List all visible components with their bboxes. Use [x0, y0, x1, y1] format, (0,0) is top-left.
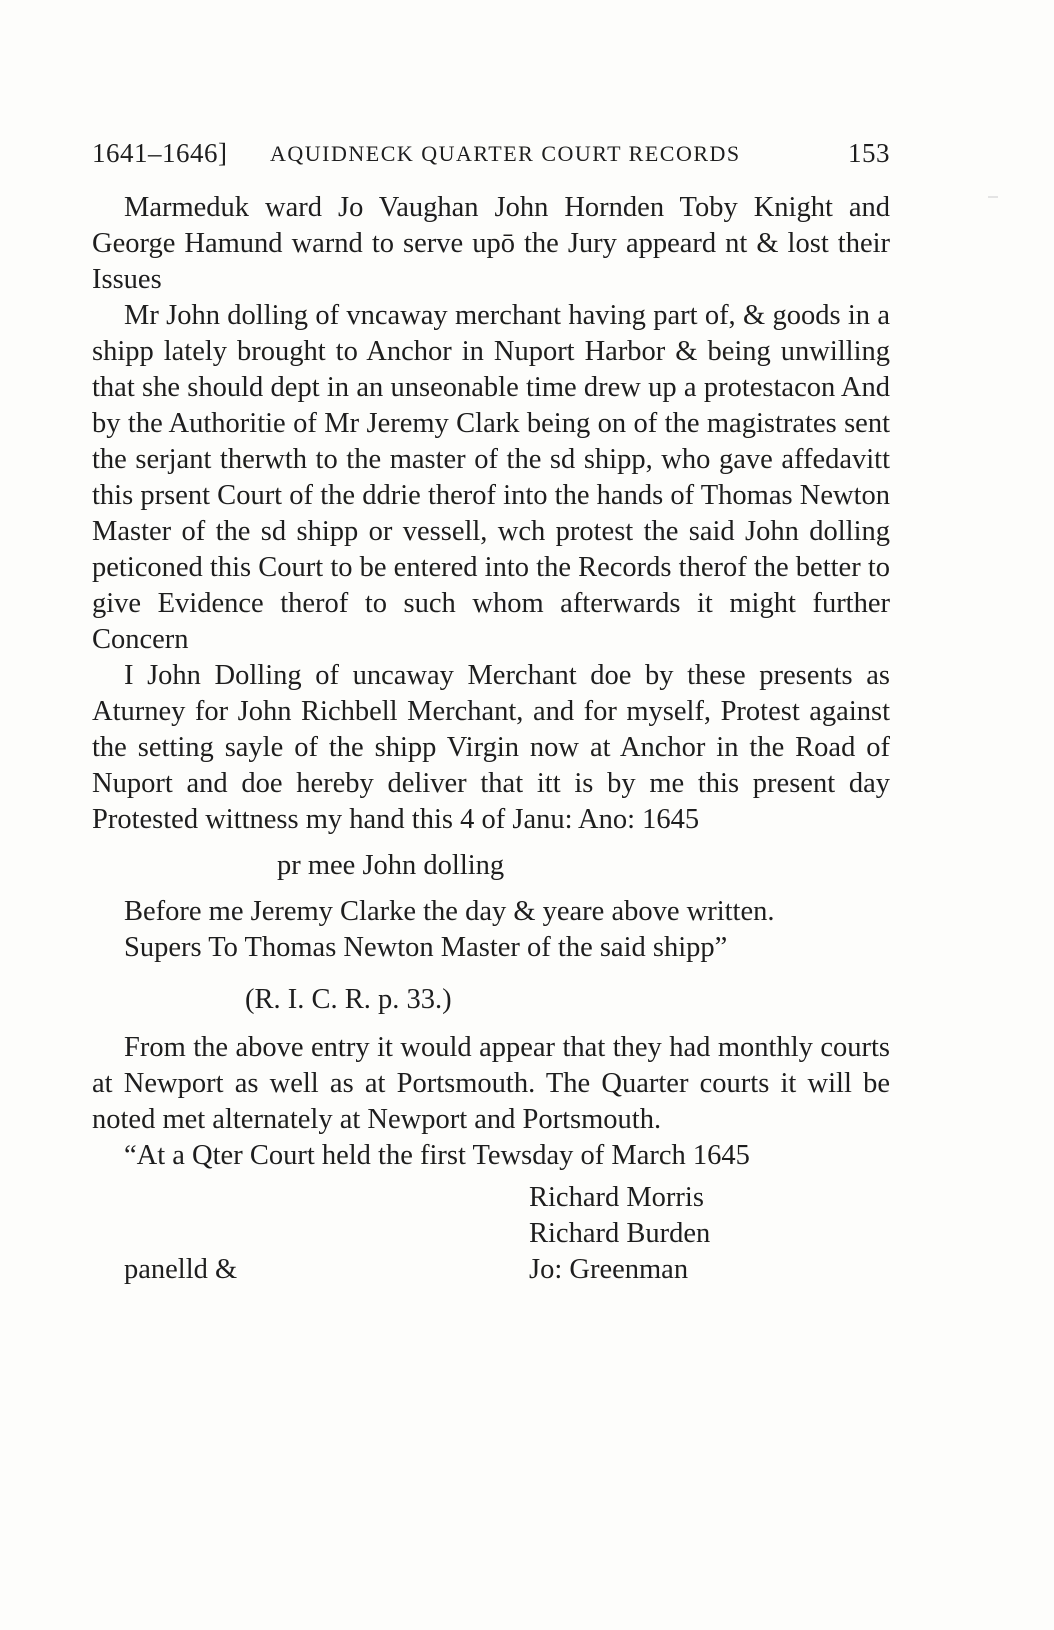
running-head-page-range: 1641–1646]	[92, 138, 228, 168]
body-text	[92, 190, 890, 1292]
court-heading: “At a Qter Court held the first Tewsday of March 1645	[124, 1140, 750, 1171]
running-head-title: AQUIDNECK QUARTER COURT RECORDS	[270, 141, 741, 166]
jury-name: Richard Burden	[529, 1218, 711, 1249]
panelld-label: panelld &	[124, 1254, 238, 1285]
before-line-2: Supers To Thomas Newton Master of the said shipp”	[124, 932, 728, 963]
before-line-1: Before me Jeremy Clarke the day & yeare above written.	[124, 896, 775, 927]
paragraph-protest-declaration: I John Dolling of uncaway Merchant doe by these presents as Aturney for John Richbell Merchant, and for myself, Protest against the setting sayle of the shipp Virgin now at Anchor in the Road of Nuport and doe hereby deliver that itt is by me this present day Protested wittness my hand this 4 of Janu: Ano: 1645	[92, 660, 890, 835]
margin-mark	[988, 196, 998, 198]
jury-name: Jo: Greenman	[529, 1254, 689, 1285]
paragraph-commentary: From the above entry it would appear that they had monthly courts at Newport as well as at Portsmouth. The Quarter courts it will be noted met alternately at Newport and Portsmouth.	[92, 1032, 890, 1135]
paragraph-dolling-protest: Mr John dolling of vncaway merchant having part of, & goods in a shipp lately brought to Anchor in Nuport Harbor & being unwilling that she should dept in an unseonable time drew up a protestacon And by the Authoritie of Mr Jeremy Clark being on of the magistrates sent the serjant therwth to the master of the sd shipp, who gave affedavitt this prsent Court of the ddrie therof into the hands of Thomas Newton Master of the sd shipp or vessell, wch protest the said John dolling peticoned this Court to be entered into the Records therof the better to give Evidence therof to such whom afterwards it might further Concern	[92, 300, 890, 655]
record-reference: (R. I. C. R. p. 33.)	[245, 984, 452, 1015]
jury-names-block	[92, 1180, 890, 1292]
paragraph-jury-warned: Marmeduk ward Jo Vaughan John Hornden Toby Knight and George Hamund warnd to serve upō the Jury appeard nt & lost their Issues	[92, 192, 890, 295]
running-head	[92, 138, 890, 174]
page-number: 153	[848, 138, 890, 168]
signature-line: pr mee John dolling	[277, 850, 505, 881]
jury-name: Richard Morris	[529, 1182, 704, 1213]
